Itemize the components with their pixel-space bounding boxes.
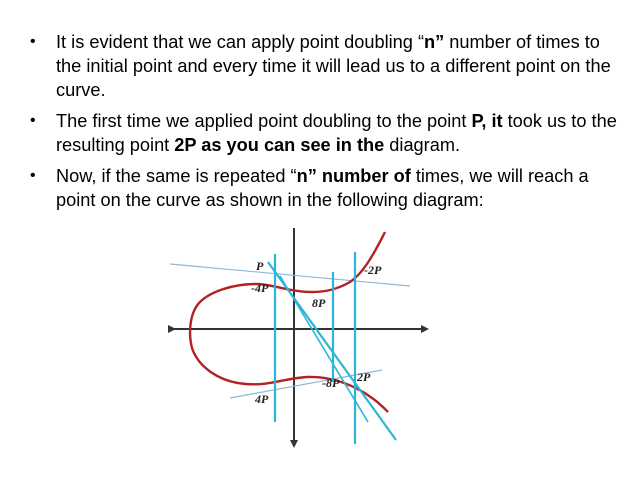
bold-text-run: P, it xyxy=(471,111,503,131)
label-neg-2p: -2P xyxy=(364,263,382,277)
bullet-text xyxy=(56,166,589,210)
text-run: The first time we applied point doubling to the point xyxy=(56,111,472,131)
text-run: times, we will reach a point on the curve as shown in the following diagram: xyxy=(56,166,589,210)
text-run: Now, if the same is repeated “ xyxy=(56,166,297,186)
elliptic-curve xyxy=(190,232,388,412)
text-run: It is evident that we can apply point doubling “ xyxy=(56,32,425,52)
bullet-dot-icon: • xyxy=(30,33,36,50)
text-run: number of times to the initial point and every time it will lead us to a different point on the curve. xyxy=(56,32,611,100)
bullet-dot-icon: • xyxy=(30,112,36,129)
text-run: took us to the resulting point xyxy=(56,111,617,155)
bold-text-run: 2P as you can see in the xyxy=(174,135,385,155)
bold-text-run: n” xyxy=(424,32,445,52)
bold-text-run: n” number of xyxy=(296,166,411,186)
text-run: diagram. xyxy=(384,135,461,155)
bullet-text xyxy=(56,111,617,155)
bullet-item xyxy=(30,109,620,157)
bullet-item xyxy=(30,30,620,102)
label-2p: 2P xyxy=(357,370,371,384)
label-neg-4p: -4P xyxy=(251,281,269,295)
bullet-list xyxy=(30,30,620,219)
bullet-text xyxy=(56,32,611,100)
elliptic-curve-diagram xyxy=(160,222,430,454)
label-p: P xyxy=(256,259,264,273)
label-4p: 4P xyxy=(255,392,269,406)
bullet-dot-icon: • xyxy=(30,167,36,184)
bullet-item xyxy=(30,164,620,212)
label-8p: 8P xyxy=(312,296,326,310)
label-neg-8p: -8P xyxy=(322,376,340,390)
